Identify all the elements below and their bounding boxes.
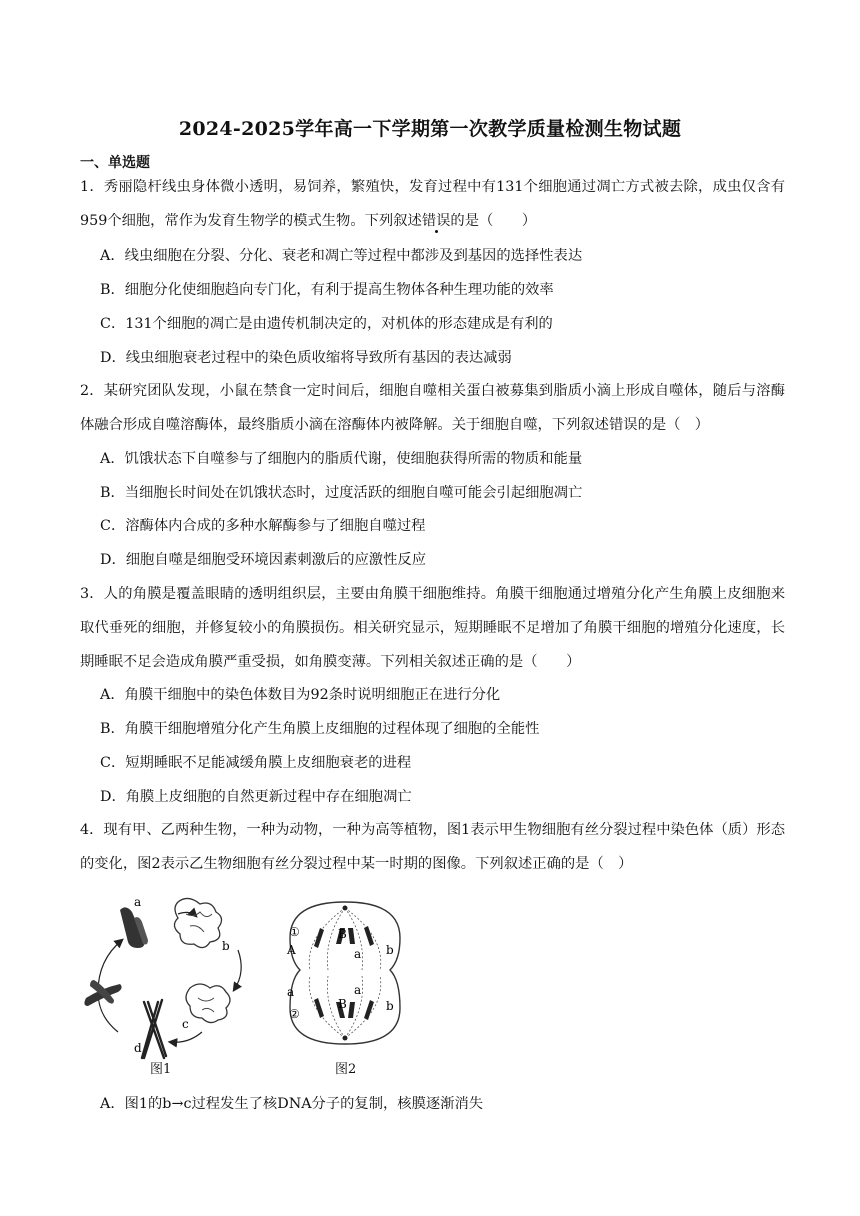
q3-option-c: C．短期睡眠不足能减缓角膜上皮细胞衰老的进程: [100, 755, 412, 771]
q1-stem-after: 的是（ ）: [450, 213, 537, 229]
question-1-stem: [80, 170, 785, 238]
figure-2-dividing-cell: [280, 898, 410, 1048]
cell-membrane: [290, 902, 400, 1044]
centrosome-bottom: [343, 1036, 348, 1041]
cycle-arrow: [234, 950, 241, 990]
q2-option-d: D．细胞自噬是细胞受环境因素刺激后的应激性反应: [100, 552, 426, 568]
fig2-label-a-lower: a: [354, 983, 362, 997]
q3-option-a: A．角膜干细胞中的染色体数目为92条时说明细胞正在进行分化: [100, 687, 501, 703]
q4-option-a: A．图1的b→c过程发生了核DNA分子的复制，核膜逐渐消失: [100, 1096, 484, 1112]
chromosome-upper-1: [314, 928, 324, 948]
fig2-label-B-lower: B: [338, 997, 347, 1011]
fig1-label-d: d: [134, 1041, 142, 1055]
fig2-label-1: ①: [289, 925, 300, 939]
q1-option-a: A．线虫细胞在分裂、分化、衰老和凋亡等过程中都涉及到基因的选择性表达: [100, 248, 583, 264]
cycle-arrow: [170, 1032, 202, 1042]
chromosome-lower-3: [348, 1002, 355, 1018]
chromosome-d: [142, 1000, 166, 1058]
question-3-stem: 3．人的角膜是覆盖眼睛的透明组织层，主要由角膜干细胞维持。角膜干细胞通过增殖分化产生角膜上皮细胞来取代垂死的细胞，并修复较小的角膜损伤。相关研究显示，短期睡眠不足增加了角膜干细胞的增殖分化速度，长期睡眠不足会造成角膜严重受损，如角膜变薄。下列相关叙述正确的是（ ）: [80, 586, 785, 670]
fig2-label-b-upper: b: [386, 943, 394, 957]
centrosome-top: [343, 906, 348, 911]
fig2-label-2: ②: [289, 1007, 300, 1021]
q1-stem-before: 1．秀丽隐杆线虫身体微小透明，易饲养，繁殖快，发育过程中有131个细胞通过凋亡方式被去除，成虫仅含有959个细胞，常作为发育生物学的模式生物。下列叙述: [80, 179, 785, 229]
fig2-label-a-upper: a: [354, 947, 362, 961]
chromatin-c: [186, 984, 230, 1023]
fig2-label-A: A: [287, 943, 296, 957]
chromosome-upper-3: [348, 928, 355, 944]
q1-option-b: B．细胞分化使细胞趋向专门化，有利于提高生物体各种生理功能的效率: [100, 282, 554, 298]
figure-2-caption: 图2: [335, 1062, 357, 1077]
q2-option-b: B．当细胞长时间处在饥饿状态时，过度活跃的细胞自噬可能会引起细胞凋亡: [100, 485, 583, 501]
chromosome-lower-1: [314, 998, 324, 1018]
section-heading: 一、单选题: [80, 155, 150, 171]
chromosome-upper-4: [364, 926, 374, 946]
q2-option-a: A．饥饿状态下自噬参与了细胞内的脂质代谢，使细胞获得所需的物质和能量: [100, 451, 583, 467]
figure-1-chromosome-cycle: [78, 892, 258, 1082]
chromatin-c-detail: [198, 998, 214, 1012]
q1-option-d: D．线虫细胞衰老过程中的染色质收缩将导致所有基因的表达减弱: [100, 350, 512, 366]
question-2-stem: 2．某研究团队发现，小鼠在禁食一定时间后，细胞自噬相关蛋白被募集到脂质小滴上形成自噬体，随后与溶酶体融合形成自噬溶酶体，最终脂质小滴在溶酶体内被降解。关于细胞自噬，下列叙述错误的是（ ）: [80, 383, 785, 433]
fig1-label-b: b: [222, 939, 230, 953]
q1-option-c: C．131个细胞的凋亡是由遗传机制决定的，对机体的形态建成是有利的: [100, 316, 553, 332]
figure-1-caption: 图1: [150, 1062, 172, 1077]
chromatin-b: [174, 898, 221, 947]
chromatin-b-detail: [186, 912, 212, 932]
q1-stem-emphasis: 错误: [421, 213, 451, 229]
fig1-label-a: a: [134, 895, 142, 909]
fig2-label-a-lower-left: a: [287, 985, 295, 999]
question-4-stem: 4．现有甲、乙两种生物，一种为动物，一种为高等植物，图1表示甲生物细胞有丝分裂过程中染色体（质）形态的变化，图2表示乙生物细胞有丝分裂过程中某一时期的图像。下列叙述正确的是（ ）: [80, 822, 785, 872]
q3-option-d: D．角膜上皮细胞的自然更新过程中存在细胞凋亡: [100, 789, 412, 805]
q2-option-c: C．溶酶体内合成的多种水解酶参与了细胞自噬过程: [100, 518, 426, 534]
page-title: 2024-2025学年高一下学期第一次教学质量检测生物试题: [178, 118, 682, 140]
fig2-label-B-upper: B: [338, 927, 347, 941]
q3-option-b: B．角膜干细胞增殖分化产生角膜上皮细胞的过程体现了细胞的全能性: [100, 721, 540, 737]
fig2-label-b-lower: b: [386, 999, 394, 1013]
chromosome-lower-4: [364, 1000, 374, 1020]
fig1-label-c: c: [182, 1017, 189, 1031]
